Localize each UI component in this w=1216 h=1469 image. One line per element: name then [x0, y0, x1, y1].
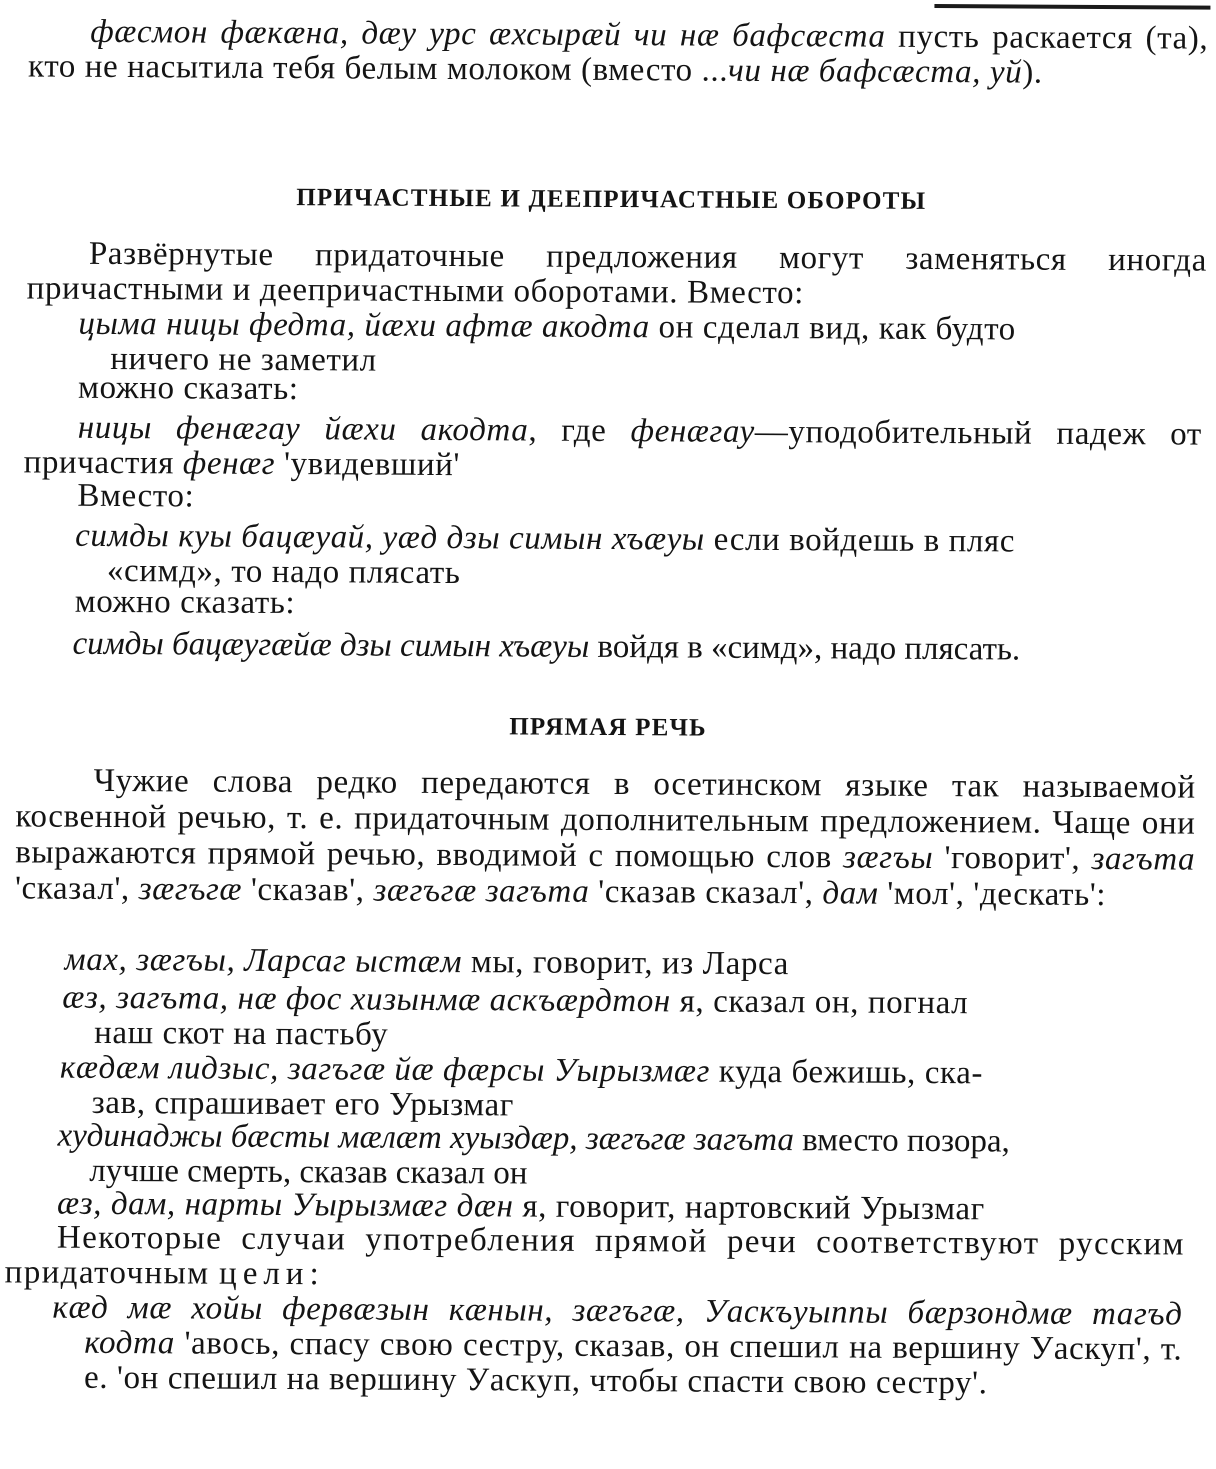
example-text: —уподобительный падеж от причастия [23, 413, 1202, 482]
para-text: Чужие слова редко передаются в осетинском языке так называемой косвенной речью, т. е. придаточным дополнительным предложением. Чаще они выражаются прямой речью, вводимой с помощью слов [15, 762, 1196, 876]
para-text: Некоторые случаи употребления прямой речи соответствуют русским придаточным [4, 1219, 1185, 1292]
example-translation: войдя в «симд», надо плясать. [589, 628, 1021, 668]
top-rule [934, 4, 1210, 10]
example-translation: мы, говорит, из Ларса [462, 944, 790, 983]
example-continuation: наш скот на пастьбу [94, 1014, 389, 1053]
spaced-word: цели [218, 1255, 310, 1293]
para-text: 'сказал', [14, 870, 139, 908]
instead-line: Вместо: [77, 477, 195, 515]
para-text: 'сказав сказал', [589, 873, 823, 912]
example-continuation: «симд», то надо плясать [106, 552, 461, 592]
example-italic: симды бацæугæйæ дзы симын хъæуы [72, 625, 590, 665]
section-heading-participles: ПРИЧАСТНЫЕ И ДЕЕПРИЧАСТНЫЕ ОБОРОТЫ [296, 184, 927, 215]
section2-example-1 [64, 943, 1194, 985]
example-italic: фенæг [182, 445, 276, 482]
say-line-2: можно сказать: [74, 583, 296, 622]
top-italic-2: чи нæ бафсæста, уй [728, 52, 1023, 91]
para-text: 'говорит', [933, 839, 1092, 877]
top-italic-1: фæсмон фæкæна, дæу урс æхсырæй чи нæ бафсæста [90, 13, 886, 55]
section2-example-3 [60, 1051, 1188, 1128]
section2-example-6 [52, 1291, 1183, 1403]
para-text: : [309, 1256, 321, 1293]
section1-intro: Развёрнутые придаточные предложения могут заменяться иногда причастными и деепричастными оборотами. Вместо: [26, 235, 1208, 312]
example-translation: 'авось, спасу свою сестру, сказав, он спешил на вершину Уаскуп', т. е. 'он спешил на вершину Уаскуп, чтобы спасти свою сестру'. [83, 1325, 1183, 1402]
example-continuation: лучше смерть, сказав сказал он [89, 1152, 528, 1192]
example-translation: вместо позора, [793, 1122, 1010, 1160]
example-italic: худинаджы бæсты мæлæт хуыздæр, зæгъгæ загъта [57, 1117, 795, 1159]
top-paragraph [28, 14, 1208, 91]
example-translation: куда бежишь, ска- [709, 1053, 984, 1092]
example-italic: кæдæм лидзыс, загъгæ йæ фæрсы Уырызмæг [59, 1049, 711, 1090]
say-line-1: можно сказать: [77, 369, 299, 408]
para-italic: загъта [1091, 840, 1196, 878]
section2-example-4 [57, 1119, 1185, 1196]
example-italic: цыма ницы федта, йæхи афтæ акодта [78, 305, 650, 346]
example-italic: фенæгау [630, 413, 755, 450]
para-italic: зæгъгæ [138, 871, 243, 908]
example-italic: кæд мæ хойы фервæзын кæнын, зæгъгæ, Уаскъуыппы бæрзондмæ тагъд кодта [52, 1289, 1183, 1362]
example-continuation: зав, спрашивает его Урызмаг [91, 1084, 515, 1124]
example-italic: мах, зæгъы, Ларсаг ыстæм [64, 941, 463, 981]
section-heading-direct-speech: ПРЯМАЯ РЕЧЬ [509, 713, 707, 742]
para-italic: зæгъы [842, 839, 934, 876]
top-text-2: ). [1022, 54, 1043, 91]
para-text: 'сказав', [241, 871, 374, 909]
top-text-1: пусть раскается (та), кто не насытила тебя белым молоком (вместо ... [27, 18, 1209, 89]
example-italic: ницы фенæгау йæхи акодта [77, 409, 529, 449]
section1-example-2 [24, 410, 1202, 487]
para-italic: зæгъгæ загъта [373, 872, 590, 910]
section1-example-4 [72, 627, 1202, 669]
example-translation: если войдешь в пляс [704, 521, 1016, 560]
example-translation: я, говорит, нартовский Урызмаг [513, 1188, 985, 1228]
example-translation: он сделал вид, как будто [649, 309, 1016, 348]
section2-example-2 [62, 981, 1188, 1058]
example-text: , где [528, 412, 631, 450]
example-continuation: ничего не заметил [110, 340, 377, 379]
example-translation: я, сказал он, погнал [670, 983, 969, 1022]
example-text: 'увидевший' [275, 445, 461, 484]
example-italic: симды куы бацæуай, уæд дзы симын хъæуы [75, 517, 705, 558]
para-italic: дам [822, 875, 879, 912]
section2-paragraph-2 [5, 1220, 1185, 1297]
para-text: 'мол', 'дескать': [878, 875, 1107, 914]
example-italic: æз, загъта, нæ фос хизынмæ аскъæрдтон [62, 979, 671, 1020]
section2-paragraph [15, 762, 1196, 913]
example-italic: æз, дам, нарты Уырызмæг дæн [57, 1185, 514, 1225]
